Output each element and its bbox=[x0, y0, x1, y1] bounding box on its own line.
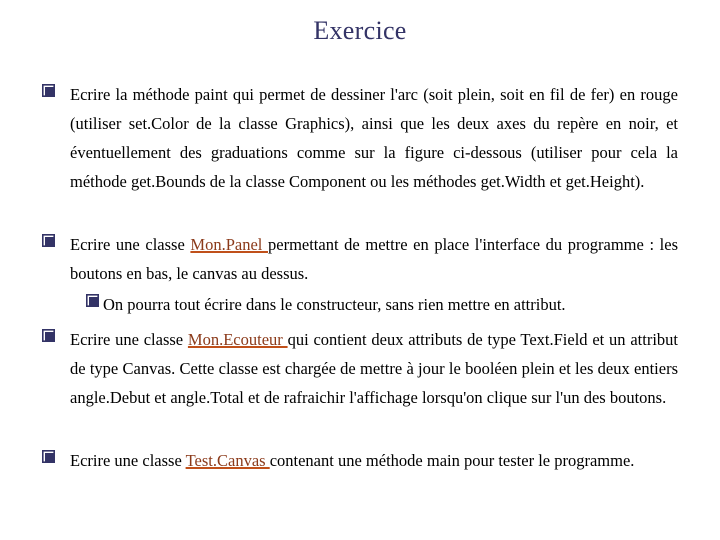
square-bullet-icon bbox=[42, 329, 55, 342]
bullet-item bbox=[42, 325, 678, 412]
class-name: Mon.Ecouteur bbox=[187, 330, 288, 349]
sub-bullet-item bbox=[86, 290, 680, 319]
bullet-text: On pourra tout écrire dans le constructeur, sans rien mettre en attribut. bbox=[103, 295, 566, 314]
square-bullet-icon bbox=[86, 294, 99, 307]
bullet-item bbox=[42, 446, 678, 475]
square-bullet-icon bbox=[42, 234, 55, 247]
bullet-text-after: qui contient deux attributs de type Text.Field et un attribut de type Canvas. Cette classe est chargée de mettre à jour le booléen plein et les deux entiers angle.Debut et angle.Total et de rafraichir l'affichage lorsqu'on clique sur l'un des boutons. bbox=[70, 330, 678, 407]
bullet-text-before: Ecrire une classe bbox=[70, 235, 191, 254]
bullet-text-before: Ecrire une classe bbox=[70, 330, 188, 349]
class-name: Test.Canvas bbox=[185, 451, 270, 470]
slide-title: Exercice bbox=[313, 16, 407, 45]
bullet-text-after: permettant de mettre en place l'interface du programme : les boutons en bas, le canvas au dessus. bbox=[70, 235, 678, 283]
bullet-text-after: contenant une méthode main pour tester le programme. bbox=[269, 451, 635, 470]
bullet-text-before: Ecrire une classe bbox=[70, 451, 186, 470]
bullet-item bbox=[42, 230, 678, 288]
bullet-item bbox=[42, 80, 678, 196]
bullet-text bbox=[70, 446, 678, 475]
square-bullet-icon bbox=[42, 450, 55, 463]
square-bullet-icon bbox=[42, 84, 55, 97]
bullet-text bbox=[70, 325, 678, 412]
bullet-text bbox=[70, 230, 678, 288]
bullet-text: Ecrire la méthode paint qui permet de dessiner l'arc (soit plein, soit en fil de fer) en rouge (utiliser set.Color de la classe Graphics), ainsi que les deux axes du repère en noir, et éventuellement des graduations comme sur la figure ci-dessous (utiliser pour cela la méthode get.Bounds de la classe Component ou les méthodes get.Width et get.Height). bbox=[70, 85, 678, 191]
class-name: Mon.Panel bbox=[190, 235, 268, 254]
